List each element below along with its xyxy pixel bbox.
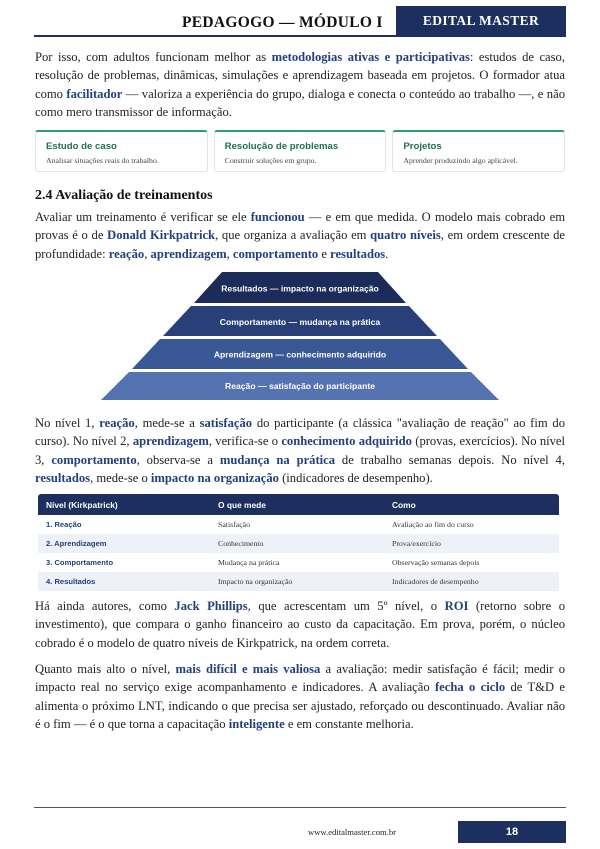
card-estudo-de-caso (35, 130, 208, 172)
table-cell: 1. Reação (46, 520, 82, 529)
highlight-term: mais difícil e mais valiosa (175, 662, 321, 676)
levels-explanation-paragraph: No nível 1, reação, mede-se a satisfação do participante (a clássica "avaliação de reação" ao fim do curso). No nível 2, aprendizagem, verifica-se o conhecimento adquirido (provas, exercícios). No nível 3, comportamento, observa-se a mudança na prática de trabalho semanas depois. No nível 4, resultados, mede-se o impacto na organização (indicadores de desempenho). (35, 416, 565, 486)
table-cell: Indicadores de desempenho (392, 577, 479, 586)
table-cell: 4. Resultados (46, 577, 96, 586)
table-row (38, 534, 559, 553)
intro-paragraph: Por isso, com adultos funcionam melhor as metodologias ativas e participativas: estudos de caso, resolução de problemas, dinâmicas, simulações e aprendizagem baseada em projetos. O formador atua como facilitador — valoriza a experiência do grupo, dialoga e conecta o conteúdo ao trabalho —, e não como mero transmissor de informação. (35, 50, 565, 120)
pyramid-label-reacao: Reação — satisfação do participante (225, 381, 375, 391)
highlight-term: comportamento (51, 452, 137, 467)
pyramid-label-resultados: Resultados — impacto na organização (221, 283, 379, 294)
highlight-term: comportamento (232, 246, 319, 261)
table-row (38, 572, 559, 591)
kirkpatrick-table (38, 494, 559, 591)
table-cell: Impacto na organização (218, 577, 293, 586)
table-cell: 2. Aprendizagem (46, 539, 107, 548)
card-title: Estudo de caso (46, 141, 117, 152)
highlight-term: aprendizagem (150, 246, 227, 261)
card-title: Projetos (403, 141, 442, 152)
highlight-term: conhecimento adquirido (281, 434, 412, 449)
header-cell-o-que-mede: O que mede (218, 499, 266, 510)
card-desc: Aprender produzindo algo aplicável. (403, 156, 518, 165)
kirkpatrick-pyramid (0, 272, 600, 402)
table-row (38, 553, 559, 572)
pyramid-label-aprendizagem: Aprendizagem — conhecimento adquirido (213, 349, 387, 360)
roi-paragraph: Há ainda autores, como Jack Phillips, que acrescentam um 5º nível, o ROI (retorno sobre o investimento), que compara o ganho financeiro ao custo da capacitação. Em prova, porém, o núcleo cobrado é o modelo de quatro níveis de Kirkpatrick, na ordem correta. (35, 599, 565, 650)
table-cell: Satisfação (218, 520, 251, 529)
closing-paragraph: Quanto mais alto o nível, mais difícil e mais valiosa a avaliação: medir satisfação é fácil; medir o impacto real no serviço exige acompanhamento e indicadores. A avaliação fecha o ciclo de T&D e alimenta o próximo LNT, indicando o que precisa ser ajustado, reforçado ou descontinuado. Avaliar não é o fim — é o que torna a capacitação inteligente e em constante melhoria. (35, 662, 565, 732)
method-cards (35, 130, 565, 172)
table-cell: Conhecimento (218, 539, 264, 548)
highlight-term: metodologias ativas e participativas (271, 50, 470, 64)
table-cell: Mudança na prática (218, 558, 280, 567)
table-cell: Prova/exercício (392, 539, 441, 548)
highlight-term: reação (108, 246, 145, 261)
highlight-term: fecha o ciclo (434, 680, 506, 695)
highlight-term: reação (99, 416, 135, 430)
page-number: 18 (458, 821, 566, 843)
card-projetos (392, 130, 565, 172)
footer-url: www.editalmaster.com.br (308, 827, 396, 837)
table-header (38, 494, 559, 515)
highlight-term: resultados (35, 471, 91, 486)
highlight-term: facilitador (66, 86, 123, 101)
highlight-term: ROI (444, 599, 469, 613)
highlight-term: quatro níveis (370, 228, 441, 243)
highlight-term: resultados (330, 246, 386, 261)
header-brand: EDITAL MASTER (396, 6, 566, 36)
table-cell: Avaliação ao fim do curso (392, 520, 474, 529)
highlight-term: funcionou (250, 210, 305, 224)
highlight-term: Jack Phillips (174, 599, 248, 613)
pyramid-label-comportamento: Comportamento — mudança na prática (219, 317, 381, 327)
card-title: Resolução de problemas (224, 141, 339, 152)
header-title: PEDAGOGO — MÓDULO I (182, 14, 383, 31)
highlight-term: satisfação (199, 416, 253, 430)
table-cell: Observação semanas depois (392, 558, 480, 567)
section-heading: 2.4 Avaliação de treinamentos (35, 188, 213, 203)
highlight-term: mudança na prática (219, 452, 336, 467)
header-cell-nivel: Nível (Kirkpatrick) (46, 499, 118, 510)
header-cell-como: Como (392, 499, 416, 510)
kirkpatrick-intro-paragraph: Avaliar um treinamento é verificar se ele funcionou — e em que medida. O modelo mais cobrado em provas é o de Donald Kirkpatrick, que organiza a avaliação em quatro níveis, em ordem crescente de profundidade: reação, aprendizagem, comportamento e resultados. (35, 210, 565, 261)
card-desc: Analisar situações reais do trabalho. (46, 156, 159, 165)
page-header (34, 6, 566, 36)
table-cell: 3. Comportamento (46, 558, 114, 567)
footer-rule (34, 807, 566, 808)
table-row (38, 515, 559, 534)
highlight-term: impacto na organização (150, 471, 279, 486)
highlight-term: inteligente (228, 717, 285, 732)
highlight-term: Donald Kirkpatrick (107, 228, 216, 243)
card-desc: Construir soluções em grupo. (224, 156, 317, 165)
card-resolucao-de-problemas (214, 130, 387, 172)
header-rule (34, 35, 566, 37)
highlight-term: aprendizagem (132, 434, 209, 449)
